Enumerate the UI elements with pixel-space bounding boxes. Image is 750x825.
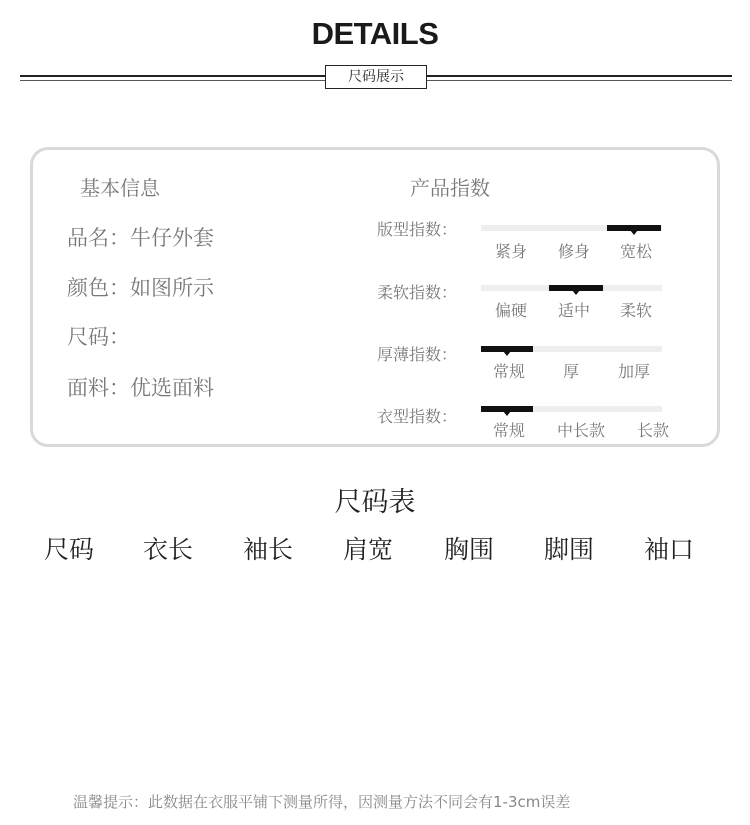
size-table-title: 尺码表 (334, 487, 416, 518)
info-row-color (67, 272, 214, 302)
index-bar-length (481, 406, 662, 412)
index-option: 偏硬 (494, 301, 527, 320)
section-subtitle: 尺码展示 (325, 65, 427, 89)
size-table-header-cell: 衣长 (142, 535, 193, 564)
index-option: 适中 (557, 301, 590, 320)
index-marker (549, 285, 603, 291)
basic-info-heading: 基本信息 (80, 176, 160, 200)
info-value: 牛仔外套 (130, 226, 214, 250)
info-row-fabric (67, 372, 214, 402)
info-label: 品名： (67, 226, 130, 250)
info-label: 颜色： (67, 276, 130, 300)
index-label-thickness: 厚薄指数： (377, 345, 458, 364)
index-label-fit: 版型指数： (377, 220, 458, 239)
index-option: 常规 (492, 362, 525, 381)
index-option: 修身 (557, 242, 590, 261)
index-option: 长款 (636, 421, 669, 440)
info-row-size (67, 321, 130, 351)
size-table-header-cell: 肩宽 (342, 535, 393, 564)
info-value: 如图所示 (130, 276, 214, 300)
product-index-heading: 产品指数 (410, 176, 490, 200)
index-marker (607, 225, 661, 231)
page-title: DETAILS (311, 16, 439, 51)
size-table-header-cell: 袖口 (643, 535, 694, 564)
size-table-header-cell: 胸围 (443, 535, 494, 564)
info-label: 面料： (67, 376, 130, 400)
index-label-length: 衣型指数： (377, 407, 458, 426)
size-table-header-cell: 脚围 (543, 535, 594, 564)
index-bar-fit (481, 225, 662, 231)
info-value: 优选面料 (130, 376, 214, 400)
index-option: 加厚 (617, 362, 650, 381)
index-bar-softness (481, 285, 662, 291)
size-table-header-cell: 袖长 (242, 535, 293, 564)
info-row-name (67, 222, 214, 252)
measurement-note: 温馨提示：此数据在衣服平铺下测量所得，因测量方法不同会有1-3cm误差 (73, 793, 571, 811)
index-option: 中长款 (556, 421, 605, 440)
index-option: 常规 (492, 421, 525, 440)
index-marker (481, 406, 533, 412)
index-bar-thickness (481, 346, 662, 352)
index-option: 紧身 (494, 242, 527, 261)
info-label: 尺码： (67, 325, 130, 349)
index-option: 柔软 (619, 301, 652, 320)
index-option: 宽松 (619, 242, 652, 261)
index-marker (481, 346, 533, 352)
index-option: 厚 (562, 362, 579, 381)
index-label-softness: 柔软指数： (377, 283, 458, 302)
size-table-header-cell: 尺码 (43, 535, 94, 564)
